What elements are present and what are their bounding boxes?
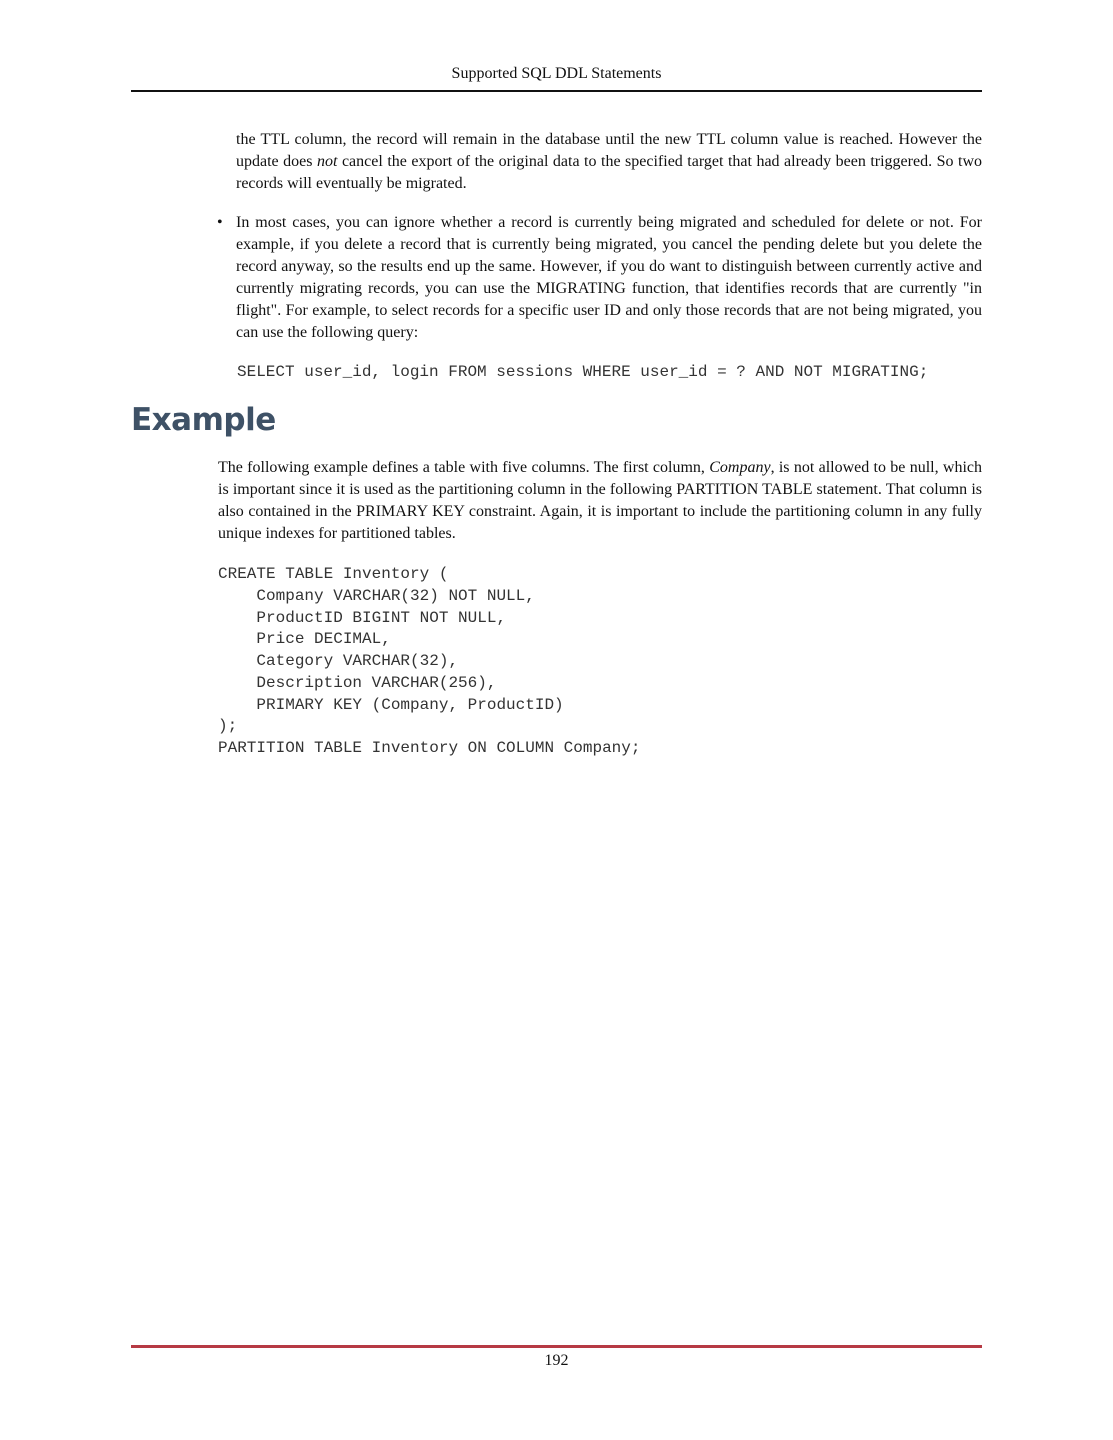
section-heading-example: Example (131, 402, 276, 438)
example-paragraph-text-end: , is not allowed to be null, which is important since it is used as the partitioning column in the following PARTITION TABLE statement. That column is also contained in the PRIMARY KEY constraint. Again, it is important to include the partitioning column in any fully unique indexes for partitioned tables. (218, 459, 982, 542)
continued-paragraph-text-end: cancel the export of the original data to the specified target that had already been triggered. So two records will eventually be migrated. (236, 153, 982, 192)
continued-paragraph-emphasis: not (317, 153, 338, 170)
continued-paragraph-text-start: the TTL column, the record will remain in the database until the new TTL column value is reached. However the update does (236, 131, 982, 170)
example-paragraph-text-start: The following example defines a table with five columns. The first column, (218, 459, 710, 476)
footer-rule (131, 1345, 982, 1348)
bullet-paragraph: In most cases, you can ignore whether a record is currently being migrated and scheduled for delete or not. For example, if you delete a record that is currently being migrated, you cancel the pending delete but you delete the record anyway, so the results end up the same. However, if you do want to distinguish between currently active and currently migrating records, you can use the MIGRATING function, that identifies records that are currently "in flight". For example, to select records for a specific user ID and only those records that are not being migrated, you can use the following query: (236, 214, 982, 341)
page-number: 192 (544, 1352, 569, 1369)
continued-paragraph (236, 129, 982, 195)
running-header: Supported SQL DDL Statements (451, 65, 662, 82)
example-paragraph (218, 457, 982, 545)
header-rule (131, 90, 982, 92)
select-query-code: SELECT user_id, login FROM sessions WHERE user_id = ? AND NOT MIGRATING; (237, 363, 929, 381)
example-paragraph-emphasis: Company (709, 459, 771, 476)
bullet-marker: • (217, 214, 223, 231)
create-table-code-block: CREATE TABLE Inventory ( Company VARCHAR(32) NOT NULL, ProductID BIGINT NOT NULL, Price DECIMAL, Category VARCHAR(32), Description VARCHAR(256), PRIMARY KEY (Company, ProductID) ); PARTITION TABLE Inventory ON COLUMN Company; (218, 565, 641, 757)
